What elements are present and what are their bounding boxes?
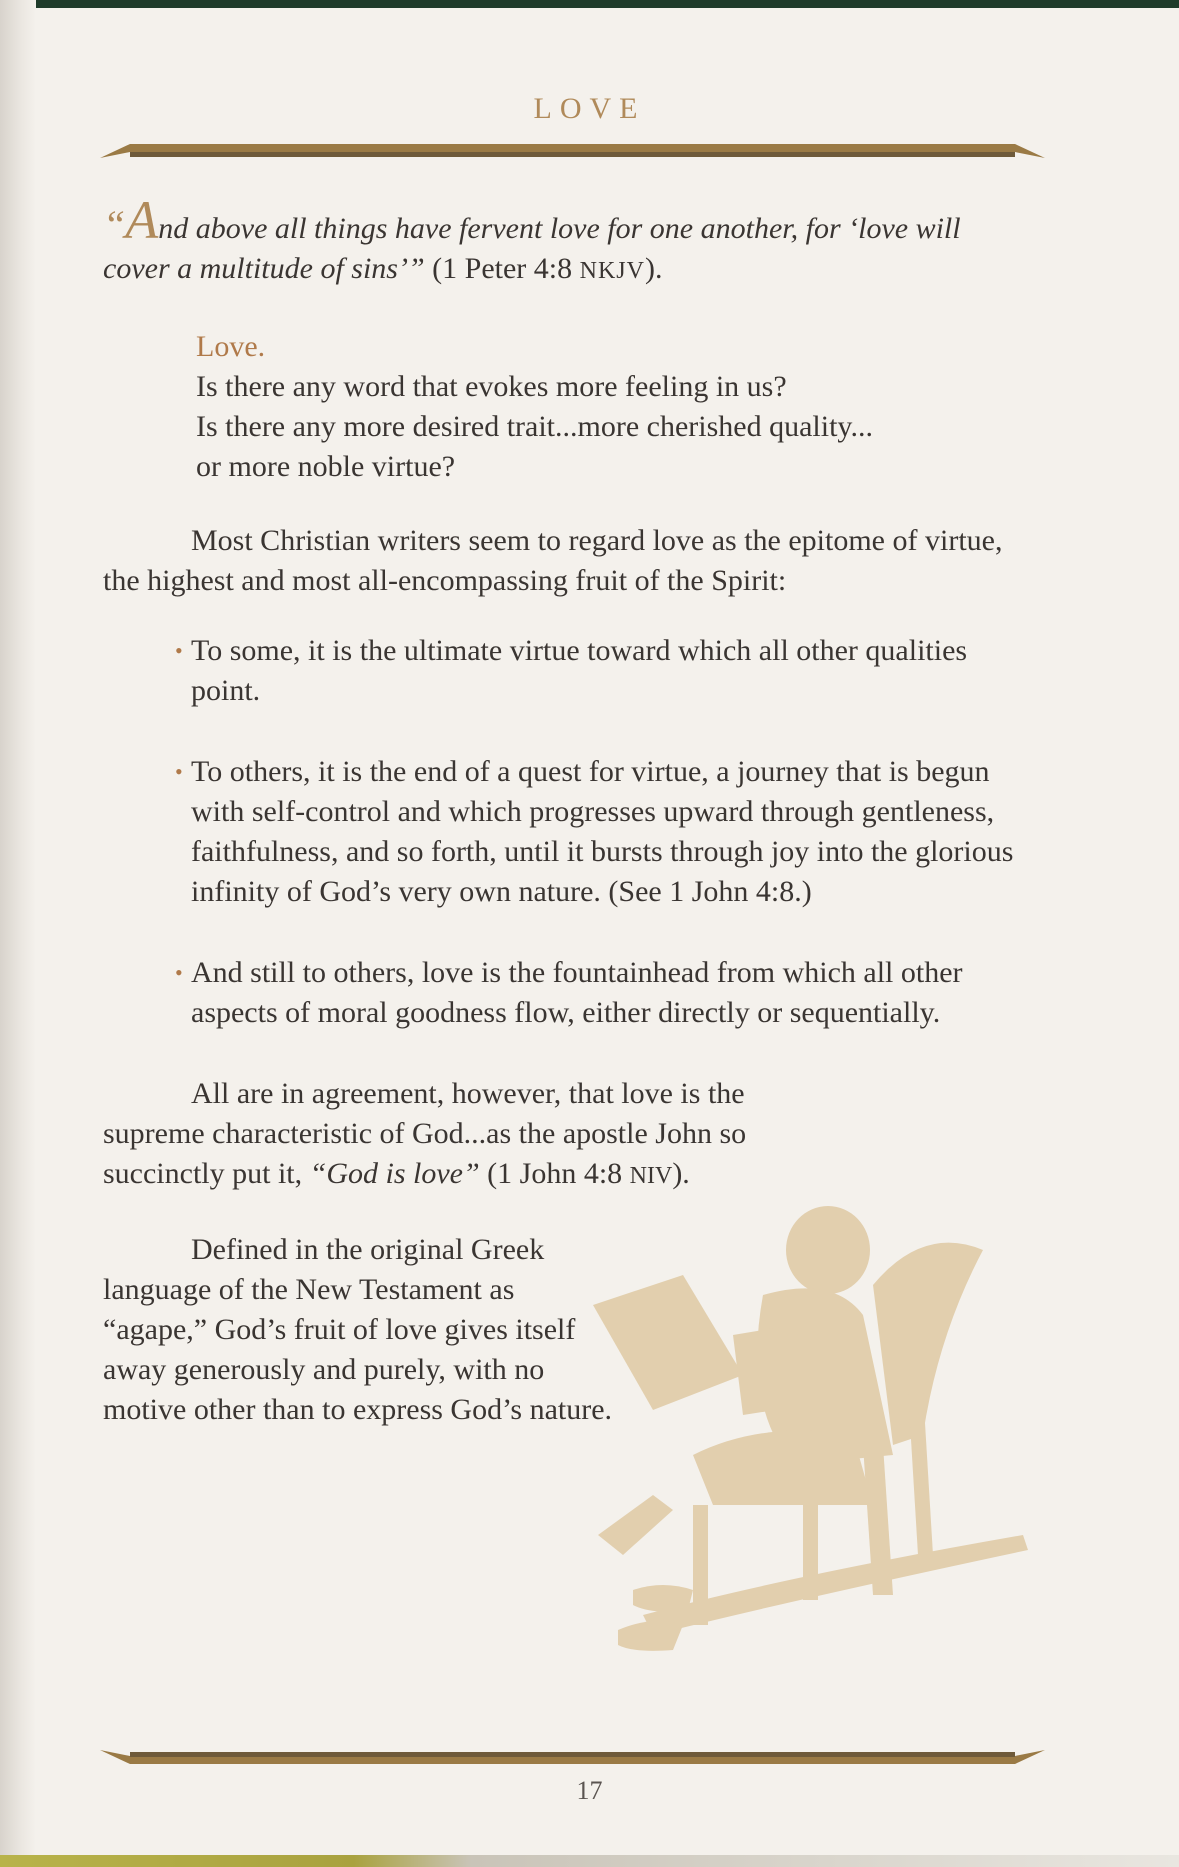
- bullet-text: To others, it is the end of a quest for virtue, a journey that is begun with self-control and which progresses upward through gentleness, faithfulness, and so forth, until it bursts through joy into the glorious infinity of God’s very own nature. (See 1 John 4:8.): [191, 755, 1014, 908]
- page-top-band: [0, 0, 1179, 8]
- page-gutter-shadow: [0, 0, 36, 1867]
- love-question-line: Is there any word that evokes more feeling in us?: [196, 370, 787, 403]
- love-questions: [196, 367, 1028, 487]
- bullet-item: [175, 631, 1028, 711]
- agreement-version: NIV: [629, 1163, 673, 1189]
- love-heading: Love.: [196, 330, 266, 363]
- paragraph-agreement: [103, 1074, 763, 1196]
- bottom-ornamental-rule: [100, 1742, 1045, 1772]
- agreement-quote: “God is love”: [309, 1157, 480, 1190]
- paragraph-writers: Most Christian writers seem to regard love as the epitome of virtue, the highest and most all-encompassing fruit of the Spirit:: [103, 524, 1003, 597]
- page-bottom-band: [0, 1855, 1179, 1867]
- epigraph-citation-post: ).: [644, 252, 663, 285]
- running-head: LOVE: [533, 92, 646, 125]
- agreement-text: All are in agreement, however, that love is the supreme characteristic of God...as the apostle John so succinctly put it,: [103, 1077, 747, 1190]
- epigraph-version: NKJV: [579, 258, 645, 284]
- agreement-cite-pre: (1 John 4:8: [479, 1157, 630, 1190]
- rocking-chair-illustration: [593, 1205, 1033, 1665]
- love-question-line: Is there any more desired trait...more cherished quality...: [196, 410, 873, 443]
- top-ornamental-rule: [100, 138, 1045, 168]
- bullet-item: [175, 953, 1028, 1033]
- agreement-cite-post: ).: [672, 1157, 690, 1190]
- bullet-icon: •: [175, 960, 183, 985]
- epigraph-text: nd above all things have fervent love for one another, for ‘love will cover a multitude of sins’”: [103, 212, 961, 285]
- paragraph-agape: Defined in the original Greek language of the New Testament as “agape,” God’s fruit of love gives itself away generously and purely, with no motive other than to express God’s nature.: [103, 1233, 613, 1426]
- epigraph-drop-letter: A: [125, 190, 159, 250]
- love-question-line: or more noble virtue?: [196, 450, 456, 483]
- epigraph-citation-pre: (1 Peter 4:8: [424, 252, 580, 285]
- bullet-icon: •: [175, 759, 183, 784]
- bullet-item: [175, 752, 1028, 912]
- bullet-text: To some, it is the ultimate virtue toward which all other qualities point.: [191, 634, 968, 707]
- epigraph-open-quote: “: [103, 202, 126, 247]
- virtue-bullet-list: [103, 631, 1028, 1033]
- page-number: 17: [576, 1776, 603, 1805]
- bullet-icon: •: [175, 638, 183, 663]
- bullet-text: And still to others, love is the fountainhead from which all other aspects of moral goodness flow, either directly or sequentially.: [191, 956, 963, 1029]
- epigraph: [103, 190, 1028, 291]
